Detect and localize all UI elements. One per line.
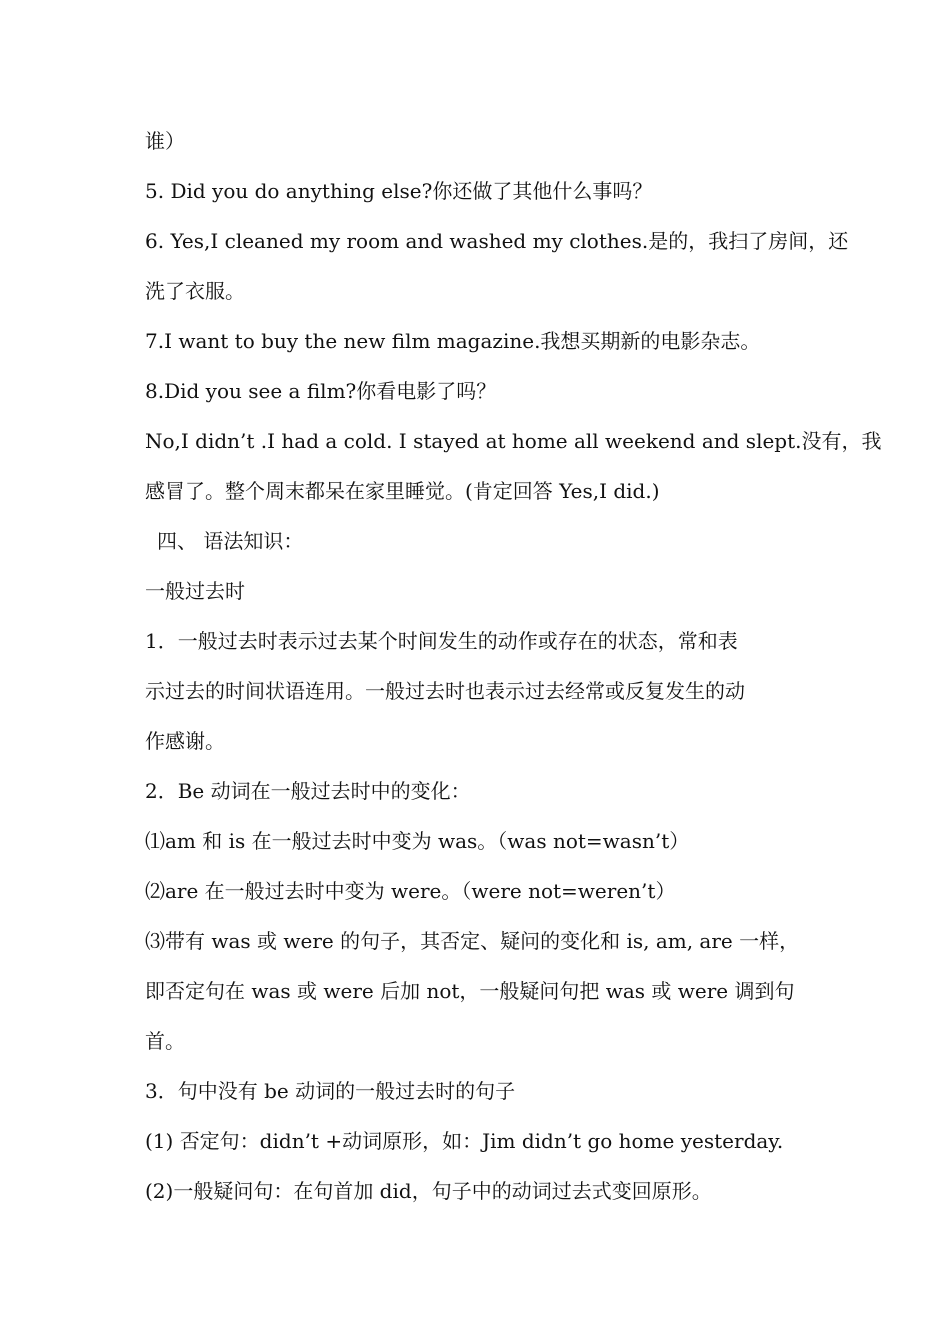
text-line-point-2-1: ⑴am 和 is 在一般过去时中变为 was。（was not=wasn’t） bbox=[145, 829, 690, 853]
text-line-point-1-end: 作感谢。 bbox=[145, 729, 225, 753]
section-heading-grammar: 四、 语法知识： bbox=[157, 529, 304, 553]
text-line-5: 5. Did you do anything else?你还做了其他什么事吗？ bbox=[145, 179, 653, 203]
text-line-point-2-3: ⑶带有 was 或 were 的句子，其否定、疑问的变化和 is, am, are 一样， bbox=[145, 929, 800, 953]
text-line-point-3-1: (1) 否定句：didn’t +动词原形，如：Jim didn’t go home yesterday. bbox=[145, 1129, 784, 1153]
text-line-who-close: 谁） bbox=[145, 129, 185, 153]
text-line-6-cont: 洗了衣服。 bbox=[145, 279, 245, 303]
text-line-answer-cont: 感冒了。整个周末都呆在家里睡觉。(肯定回答 Yes,I did.) bbox=[145, 479, 660, 503]
text-line-point-3: 3．句中没有 be 动词的一般过去时的句子 bbox=[145, 1079, 516, 1103]
text-line-point-1-cont: 示过去的时间状语连用。一般过去时也表示过去经常或反复发生的动 bbox=[145, 679, 745, 703]
text-line-7: 7.I want to buy the new film magazine.我想买期新的电影杂志。 bbox=[145, 329, 761, 353]
text-line-point-2-3-end: 首。 bbox=[145, 1029, 185, 1053]
text-line-point-1: 1．一般过去时表示过去某个时间发生的动作或存在的状态，常和表 bbox=[145, 629, 738, 653]
text-line-point-2-2: ⑵are 在一般过去时中变为 were。（were not=weren’t） bbox=[145, 879, 676, 903]
subheading-simple-past: 一般过去时 bbox=[145, 579, 245, 603]
text-line-answer: No,I didn’t .I had a cold. I stayed at home all weekend and slept.没有，我 bbox=[145, 429, 882, 453]
text-line-point-3-2: (2)一般疑问句：在句首加 did，句子中的动词过去式变回原形。 bbox=[145, 1179, 712, 1203]
text-line-8: 8.Did you see a film?你看电影了吗？ bbox=[145, 379, 497, 403]
text-line-6: 6. Yes,I cleaned my room and washed my clothes.是的，我扫了房间，还 bbox=[145, 229, 849, 253]
text-line-point-2: 2．Be 动词在一般过去时中的变化： bbox=[145, 779, 471, 803]
text-line-point-2-3-cont: 即否定句在 was 或 were 后加 not，一般疑问句把 was 或 were 调到句 bbox=[145, 979, 795, 1003]
